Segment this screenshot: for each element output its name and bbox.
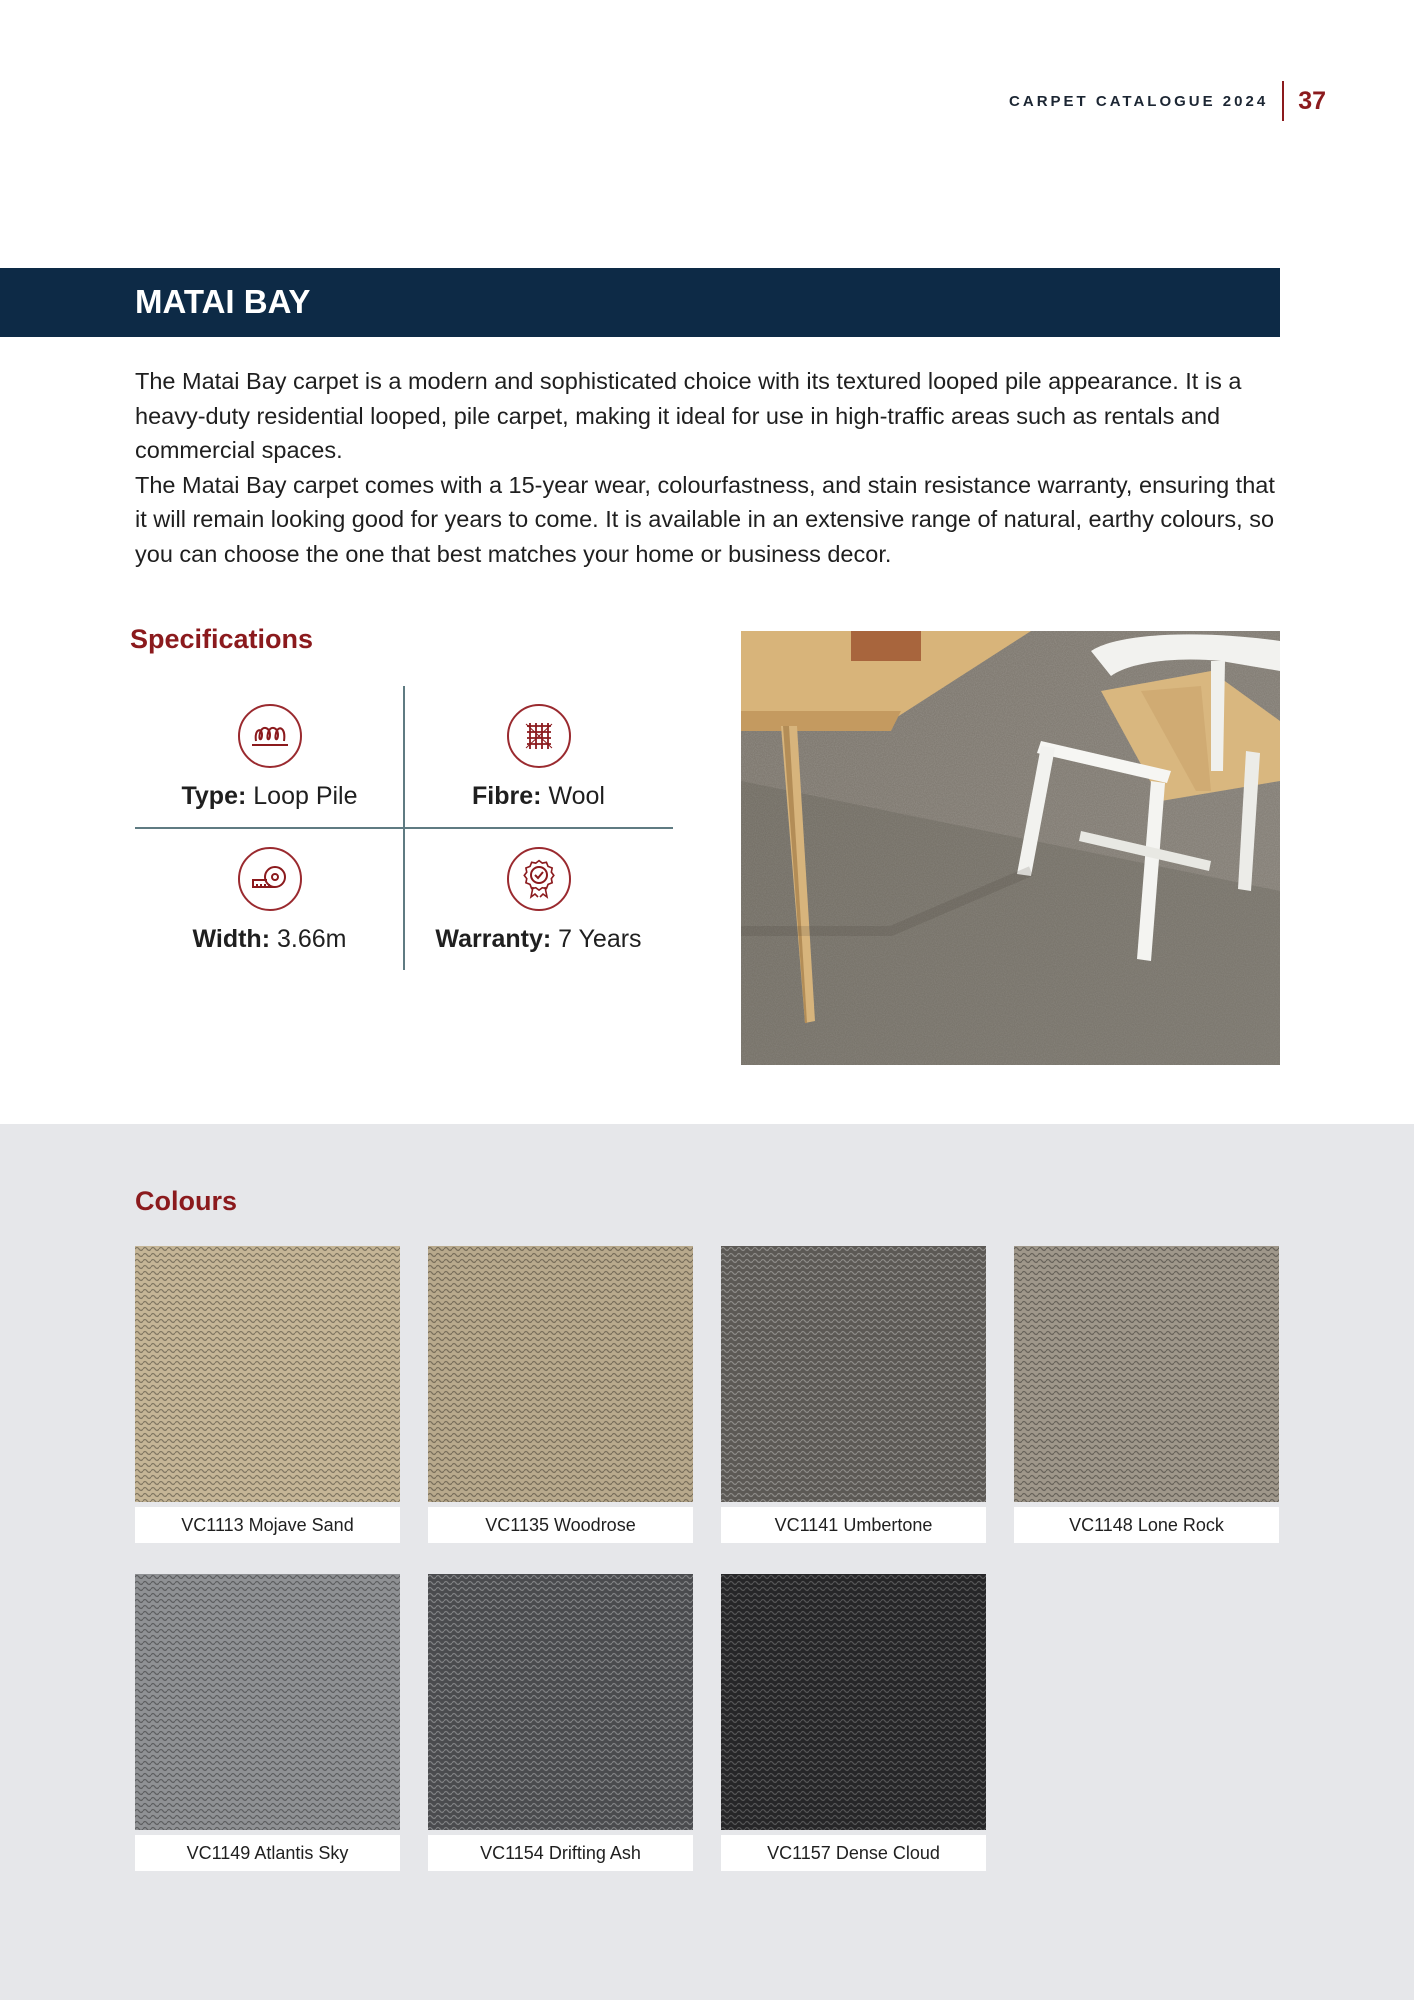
swatch-caption: VC1149 Atlantis Sky (135, 1835, 400, 1871)
colour-swatch (721, 1246, 986, 1538)
colour-swatch (428, 1246, 693, 1538)
spec-type-label: Type: (181, 782, 247, 810)
swatch-caption: VC1148 Lone Rock (1014, 1507, 1279, 1543)
product-title-bar (0, 268, 1280, 337)
swatch-image (135, 1574, 400, 1830)
swatch-caption: VC1154 Drifting Ash (428, 1835, 693, 1871)
specifications-heading: Specifications (130, 624, 314, 654)
room-photo (741, 631, 1280, 1065)
swatch-caption: VC1113 Mojave Sand (135, 1507, 400, 1543)
fibre-weave-icon (507, 704, 571, 768)
spec-type-text (181, 782, 357, 811)
loop-pile-icon (238, 704, 302, 768)
header-divider (1282, 81, 1284, 121)
spec-fibre-value: Wool (548, 782, 605, 810)
spec-width-value: 3.66m (276, 925, 347, 953)
colour-swatch (1014, 1246, 1279, 1538)
catalogue-label: CARPET CATALOGUE 2024 (1009, 92, 1269, 110)
spec-warranty-label: Warranty: (435, 925, 552, 953)
spec-type (135, 686, 404, 827)
swatch-image (721, 1246, 986, 1502)
colours-heading: Colours (135, 1186, 238, 1216)
swatch-caption: VC1157 Dense Cloud (721, 1835, 986, 1871)
description-paragraph-2: The Matai Bay carpet comes with a 15-year wear, colourfastness, and stain resistance warranty, ensuring that it will remain looking good for years to come. It is available in an extensive range of natural, earthy colours, so you can choose the one that best matches your home or business decor. (135, 471, 1275, 567)
specifications-grid (135, 686, 673, 970)
spec-fibre-label: Fibre: (472, 782, 542, 810)
page-header (0, 78, 1326, 124)
product-title: MATAI BAY (135, 283, 311, 320)
spec-type-value: Loop Pile (253, 782, 358, 810)
swatch-image (428, 1246, 693, 1502)
spec-fibre (404, 686, 673, 827)
spec-warranty-value: 7 Years (558, 925, 642, 953)
page-number: 37 (1298, 86, 1326, 115)
colour-swatch (428, 1574, 693, 1866)
spec-warranty-text (435, 925, 641, 954)
colour-swatch (135, 1246, 400, 1538)
description-paragraph-1: The Matai Bay carpet is a modern and sophisticated choice with its textured looped pile appearance. It is a heavy-duty residential looped, pile carpet, making it ideal for use in high-traffic areas such as rentals and commercial spaces. (135, 368, 1242, 463)
swatch-caption: VC1141 Umbertone (721, 1507, 986, 1543)
colours-section (0, 1124, 1414, 2000)
swatch-image (1014, 1246, 1279, 1502)
spec-width-label: Width: (192, 925, 271, 953)
swatch-image (721, 1574, 986, 1830)
colour-swatch (721, 1574, 986, 1866)
swatch-image (135, 1246, 400, 1502)
spec-width-text (193, 925, 347, 954)
colour-swatch (135, 1574, 400, 1866)
spec-warranty (404, 829, 673, 970)
tape-measure-icon (238, 847, 302, 911)
product-description (135, 364, 1285, 571)
spec-width (135, 829, 404, 970)
swatch-image (428, 1574, 693, 1830)
swatch-caption: VC1135 Woodrose (428, 1507, 693, 1543)
warranty-badge-icon (507, 847, 571, 911)
spec-fibre-text (472, 782, 605, 811)
